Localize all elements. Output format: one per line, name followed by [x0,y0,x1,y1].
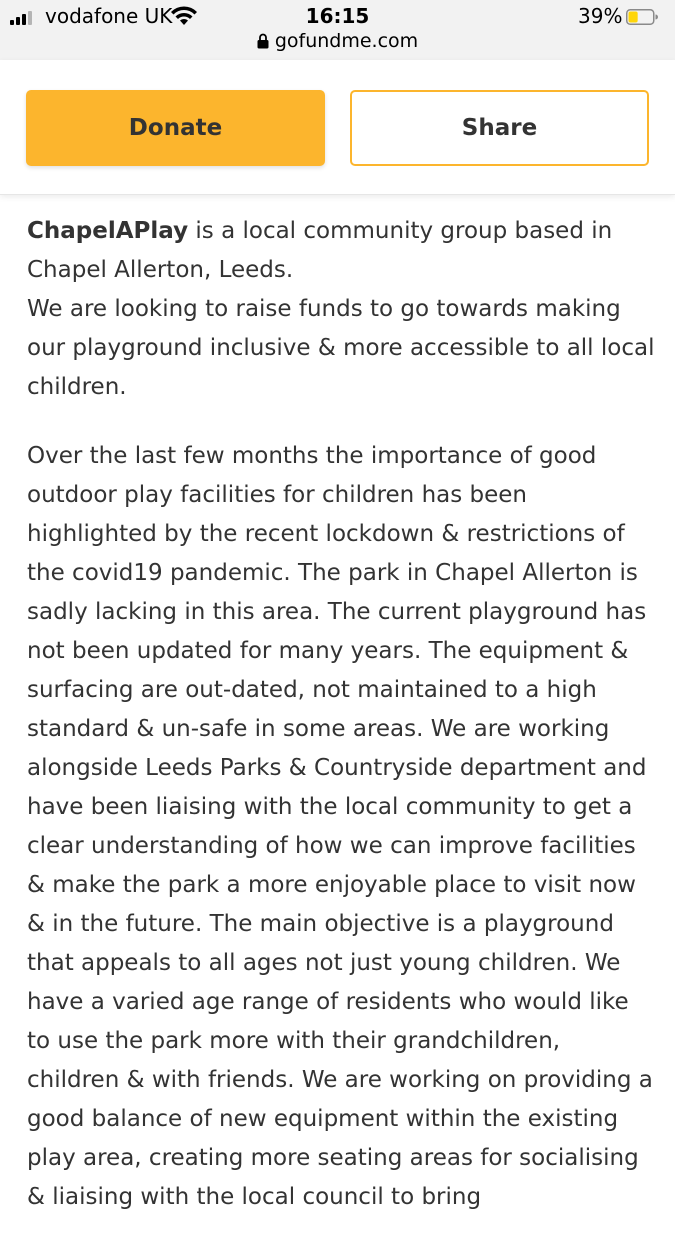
action-bar [0,60,675,195]
clock-time: 16:15 [305,4,370,28]
story-paragraph-body: Over the last few months the importance of good outdoor play facilities for children has been highlighted by the recent lockdown & restrictions of the covid19 pandemic. The park in Chapel Allerton is sadly lacking in this area. The current playground has not been updated for many years. The equipment & surfacing are out-dated, not maintained to a high standard & un-safe in some areas. We are working alongside Leeds Parks & Countryside department and have been liaising with the local community to get a clear understanding of how we can improve facilities & make the park a more enjoyable place to visit now & in the future. The main objective is a playground that appeals to all ages not just young children. We have a varied age range of residents who would like to use the park more with their grandchildren, children & with friends. We are working on providing a good balance of new equipment within the existing play area, creating more seating areas for socialising & liaising with the local council to bring [27,443,653,1210]
campaign-story [27,212,657,1247]
organization-name: ChapelAPlay [27,218,189,244]
battery-icon [626,9,658,25]
donate-button[interactable]: Donate [26,90,325,166]
status-bar [0,0,675,60]
story-intro-text: is a local community group based in Chapel Allerton, Leeds. [27,218,613,283]
url-text: gofundme.com [274,30,419,52]
lock-icon [257,33,269,49]
address-bar[interactable] [0,30,675,52]
story-paragraph-intro [27,212,657,407]
carrier-name: vodafone UK [45,4,173,28]
battery-percentage: 39% [578,4,623,28]
story-goal-text: We are looking to raise funds to go towards making our playground inclusive & more accessible to all local children. [27,296,655,400]
share-button[interactable]: Share [350,90,649,166]
